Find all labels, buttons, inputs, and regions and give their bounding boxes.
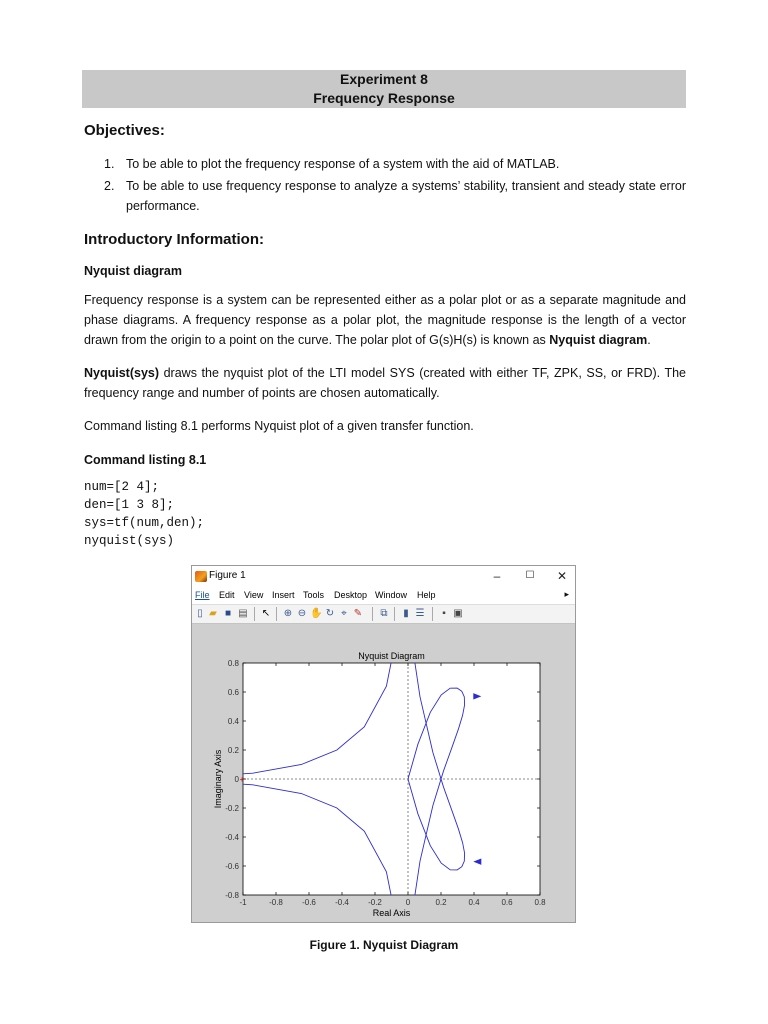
chart-title: Nyquist Diagram bbox=[358, 651, 425, 661]
menu-desktop[interactable]: Desktop bbox=[334, 590, 368, 600]
print-icon[interactable]: ▤ bbox=[238, 608, 248, 619]
objectives-list bbox=[84, 154, 686, 216]
code-line: nyquist(sys) bbox=[84, 534, 175, 548]
rotate-icon[interactable]: ↻ bbox=[325, 608, 335, 619]
toolbar-separator bbox=[254, 607, 255, 621]
x-axis-label: Real Axis bbox=[372, 908, 411, 918]
figure-menubar bbox=[192, 588, 575, 605]
data-cursor-icon[interactable]: ⌖ bbox=[341, 608, 347, 619]
toolbar-separator bbox=[372, 607, 373, 621]
y-tick-label: -0.4 bbox=[225, 833, 239, 842]
x-tick-label: 0.6 bbox=[501, 898, 513, 907]
x-tick-label: -0.2 bbox=[368, 898, 382, 907]
listing-heading: Command listing 8.1 bbox=[84, 453, 207, 467]
x-tick-label: 0 bbox=[405, 898, 411, 907]
x-tick-label: 0.4 bbox=[468, 898, 480, 907]
figure-window bbox=[191, 565, 576, 923]
hide-tools-icon[interactable]: ▪ bbox=[442, 608, 446, 619]
critical-point-marker: + bbox=[239, 775, 245, 784]
legend-icon[interactable]: ☰ bbox=[415, 608, 425, 619]
menu-window[interactable]: Window bbox=[375, 590, 408, 600]
paragraph-text: draws the nyquist plot of the LTI model SYS (created with either TF, ZPK, SS, or FRD). The frequency range and number of points are chosen automatically. bbox=[84, 366, 686, 400]
nyquist-subheading: Nyquist diagram bbox=[84, 264, 182, 278]
y-tick-label: -0.2 bbox=[225, 804, 239, 813]
x-tick-label: 0.2 bbox=[435, 898, 447, 907]
y-tick-label: 0.8 bbox=[227, 659, 239, 668]
y-tick-label: 0 bbox=[234, 775, 239, 784]
x-tick-label: -0.6 bbox=[302, 898, 316, 907]
experiment-number: Experiment 8 bbox=[340, 71, 428, 87]
nyquist-diagram-term: Nyquist diagram bbox=[549, 333, 648, 347]
code-line: num=[2 4]; bbox=[84, 480, 160, 494]
x-tick-label: -1 bbox=[239, 898, 247, 907]
open-folder-icon[interactable]: ▰ bbox=[209, 608, 217, 619]
menu-edit[interactable]: Edit bbox=[219, 590, 235, 600]
y-tick-label: 0.2 bbox=[227, 746, 239, 755]
objective-number: 2. bbox=[104, 179, 115, 193]
paragraph-frequency-response bbox=[84, 290, 686, 350]
menu-tools[interactable]: Tools bbox=[303, 590, 325, 600]
minimize-button[interactable]: – bbox=[493, 569, 501, 583]
figure-title: Figure 1 bbox=[209, 570, 246, 581]
toolbar-separator bbox=[432, 607, 433, 621]
zoom-out-icon[interactable]: ⊖ bbox=[297, 608, 307, 619]
paragraph-command-intro: Command listing 8.1 performs Nyquist plot of a given transfer function. bbox=[84, 419, 474, 433]
pointer-icon[interactable]: ↖ bbox=[261, 608, 271, 619]
y-axis-label: Imaginary Axis bbox=[213, 749, 223, 809]
figure-titlebar bbox=[192, 566, 575, 588]
zoom-in-icon[interactable]: ⊕ bbox=[283, 608, 293, 619]
toolbar-separator bbox=[276, 607, 277, 621]
paragraph-nyquist-sys bbox=[84, 363, 686, 403]
new-file-icon[interactable]: ▯ bbox=[197, 608, 203, 619]
intro-heading: Introductory Information: bbox=[84, 231, 264, 248]
y-tick-label: 0.6 bbox=[227, 688, 239, 697]
objective-text: To be able to plot the frequency response of a system with the aid of MATLAB. bbox=[126, 157, 560, 171]
title-band bbox=[82, 70, 686, 108]
code-listing bbox=[84, 478, 204, 550]
save-icon[interactable]: ■ bbox=[224, 608, 232, 619]
close-button[interactable]: ✕ bbox=[556, 569, 568, 583]
y-tick-label: -0.8 bbox=[225, 891, 239, 900]
y-tick-label: -0.6 bbox=[225, 862, 239, 871]
objective-item bbox=[104, 176, 686, 216]
objective-number: 1. bbox=[104, 157, 115, 171]
x-tick-label: -0.8 bbox=[269, 898, 283, 907]
x-tick-label: 0.8 bbox=[534, 898, 546, 907]
objective-text: To be able to use frequency response to analyze a systems’ stability, transient and steady state error performance. bbox=[126, 179, 686, 213]
menu-file[interactable]: File bbox=[195, 590, 210, 600]
matlab-logo-icon bbox=[195, 571, 207, 582]
paragraph-text: Frequency response is a system can be represented either as a polar plot or as a separate magnitude and phase diagrams. A frequency response as a polar plot, the magnitude response is the length of a vector drawn from the origin to a point on the curve. The polar plot of G(s)H(s) is known as bbox=[84, 293, 686, 347]
nyquist-plot bbox=[192, 623, 575, 921]
code-line: sys=tf(num,den); bbox=[84, 516, 205, 530]
menu-help[interactable]: Help bbox=[417, 590, 436, 600]
figure-toolbar bbox=[192, 605, 575, 624]
pan-icon[interactable]: ✋ bbox=[310, 608, 323, 619]
menu-view[interactable]: View bbox=[244, 590, 264, 600]
experiment-title: Frequency Response bbox=[313, 90, 455, 106]
maximize-button[interactable]: ☐ bbox=[525, 570, 535, 581]
code-line: den=[1 3 8]; bbox=[84, 498, 175, 512]
colorbar-icon[interactable]: ▮ bbox=[403, 608, 409, 619]
objectives-heading: Objectives: bbox=[84, 122, 165, 139]
menu-insert[interactable]: Insert bbox=[272, 590, 295, 600]
objective-item bbox=[104, 154, 686, 174]
link-icon[interactable]: ⧉ bbox=[380, 608, 388, 619]
brush-icon[interactable]: ✎ bbox=[353, 608, 363, 619]
show-tools-icon[interactable]: ▣ bbox=[453, 608, 463, 619]
menu-overflow-icon[interactable]: ▸ bbox=[564, 589, 569, 599]
figure-caption: Figure 1. Nyquist Diagram bbox=[309, 938, 459, 952]
paragraph-end: . bbox=[647, 333, 651, 347]
x-tick-label: -0.4 bbox=[335, 898, 349, 907]
nyquist-sys-term: Nyquist(sys) bbox=[84, 366, 160, 380]
y-tick-label: 0.4 bbox=[227, 717, 239, 726]
toolbar-separator bbox=[394, 607, 395, 621]
